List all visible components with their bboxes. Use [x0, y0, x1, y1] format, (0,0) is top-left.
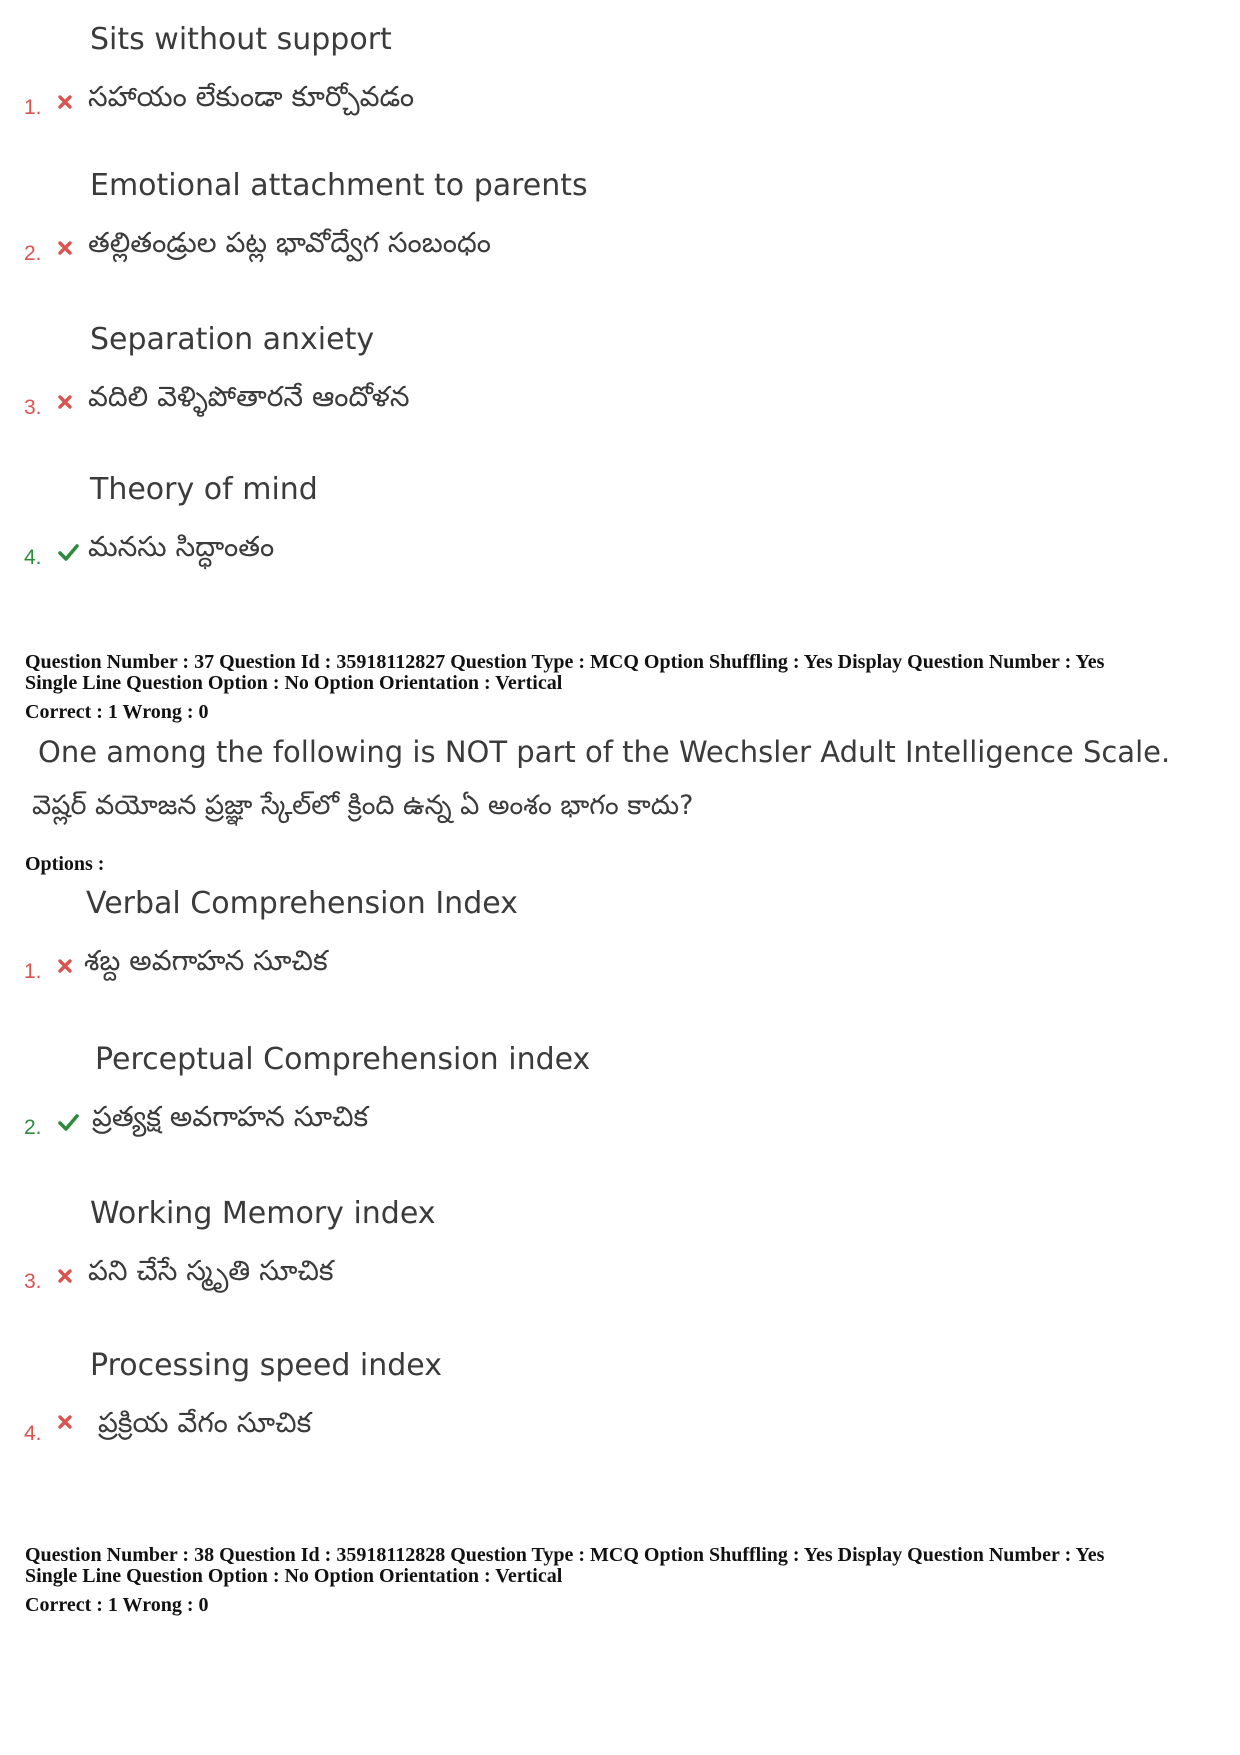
option-number: 1.: [24, 960, 42, 983]
option-text-te: తల్లితండ్రుల పట్ల భావోద్వేగ సంబంధం: [88, 226, 491, 259]
option-item: [0, 886, 1240, 1026]
prev-question-options: [0, 0, 1240, 580]
option-text-te: వదిలి వెళ్ళిపోతారనే ఆందోళన: [88, 380, 410, 413]
question-text-te: వెష్లర్ వయోజన ప్రజ్ఞా స్కేల్‌లో క్రింది ఉన్న ఏ అంశం భాగం కాదు?: [32, 790, 694, 821]
option-text-en: Sits without support: [90, 22, 392, 57]
question-meta-line1: Question Number : 38 Question Id : 35918112828 Question Type : MCQ Option Shuffling : Yes Display Question Number : Yes: [25, 1544, 1105, 1566]
cross-icon: [55, 1410, 75, 1434]
option-text-te: మనసు సిద్ధాంతం: [88, 530, 275, 563]
option-item: [0, 322, 1240, 462]
option-text-te: పని చేసే స్మృతి సూచిక: [88, 1254, 334, 1287]
options-label: Options :: [25, 853, 105, 875]
option-number: 3.: [24, 1270, 42, 1293]
cross-icon: [55, 1264, 75, 1288]
option-item: [0, 472, 1240, 612]
question-meta-line1: Question Number : 37 Question Id : 35918112827 Question Type : MCQ Option Shuffling : Yes Display Question Number : Yes: [25, 651, 1105, 673]
cross-icon: [55, 390, 75, 414]
question-text-en: One among the following is NOT part of the Wechsler Adult Intelligence Scale.: [38, 735, 1171, 769]
option-text-en: Verbal Comprehension Index: [86, 886, 518, 921]
option-text-en: Processing speed index: [90, 1348, 442, 1383]
option-text-en: Perceptual Comprehension index: [95, 1042, 591, 1077]
question-marks: Correct : 1 Wrong : 0: [25, 1594, 209, 1616]
question-37-options: [0, 880, 1240, 1480]
check-icon: [55, 540, 81, 564]
option-item: [0, 168, 1240, 308]
option-text-en: Working Memory index: [90, 1196, 436, 1231]
cross-icon: [55, 90, 75, 114]
check-icon: [55, 1110, 81, 1134]
option-item: [0, 1348, 1240, 1488]
option-number: 4.: [24, 1422, 42, 1445]
question-marks: Correct : 1 Wrong : 0: [25, 701, 209, 723]
option-text-en: Separation anxiety: [90, 322, 375, 357]
option-number: 1.: [24, 96, 42, 119]
option-number: 2.: [24, 242, 42, 265]
cross-icon: [55, 236, 75, 260]
option-number: 4.: [24, 546, 42, 569]
option-item: [0, 22, 1240, 162]
option-text-te: ప్రక్రియ వేగం సూచిక: [98, 1406, 312, 1439]
question-meta-line2: Single Line Question Option : No Option Orientation : Vertical: [25, 1565, 563, 1587]
question-meta-line2: Single Line Question Option : No Option Orientation : Vertical: [25, 672, 563, 694]
option-text-en: Theory of mind: [90, 472, 318, 507]
option-item: [0, 1196, 1240, 1336]
option-number: 2.: [24, 1116, 42, 1139]
option-text-en: Emotional attachment to parents: [90, 168, 588, 203]
option-text-te: ప్రత్యక్ష అవగాహన సూచిక: [92, 1100, 369, 1133]
option-text-te: సహాయం లేకుండా కూర్చోవడం: [88, 80, 415, 113]
option-number: 3.: [24, 396, 42, 419]
option-text-te: శబ్ద అవగాహన సూచిక: [84, 944, 328, 977]
cross-icon: [55, 954, 75, 978]
option-item: [0, 1042, 1240, 1182]
